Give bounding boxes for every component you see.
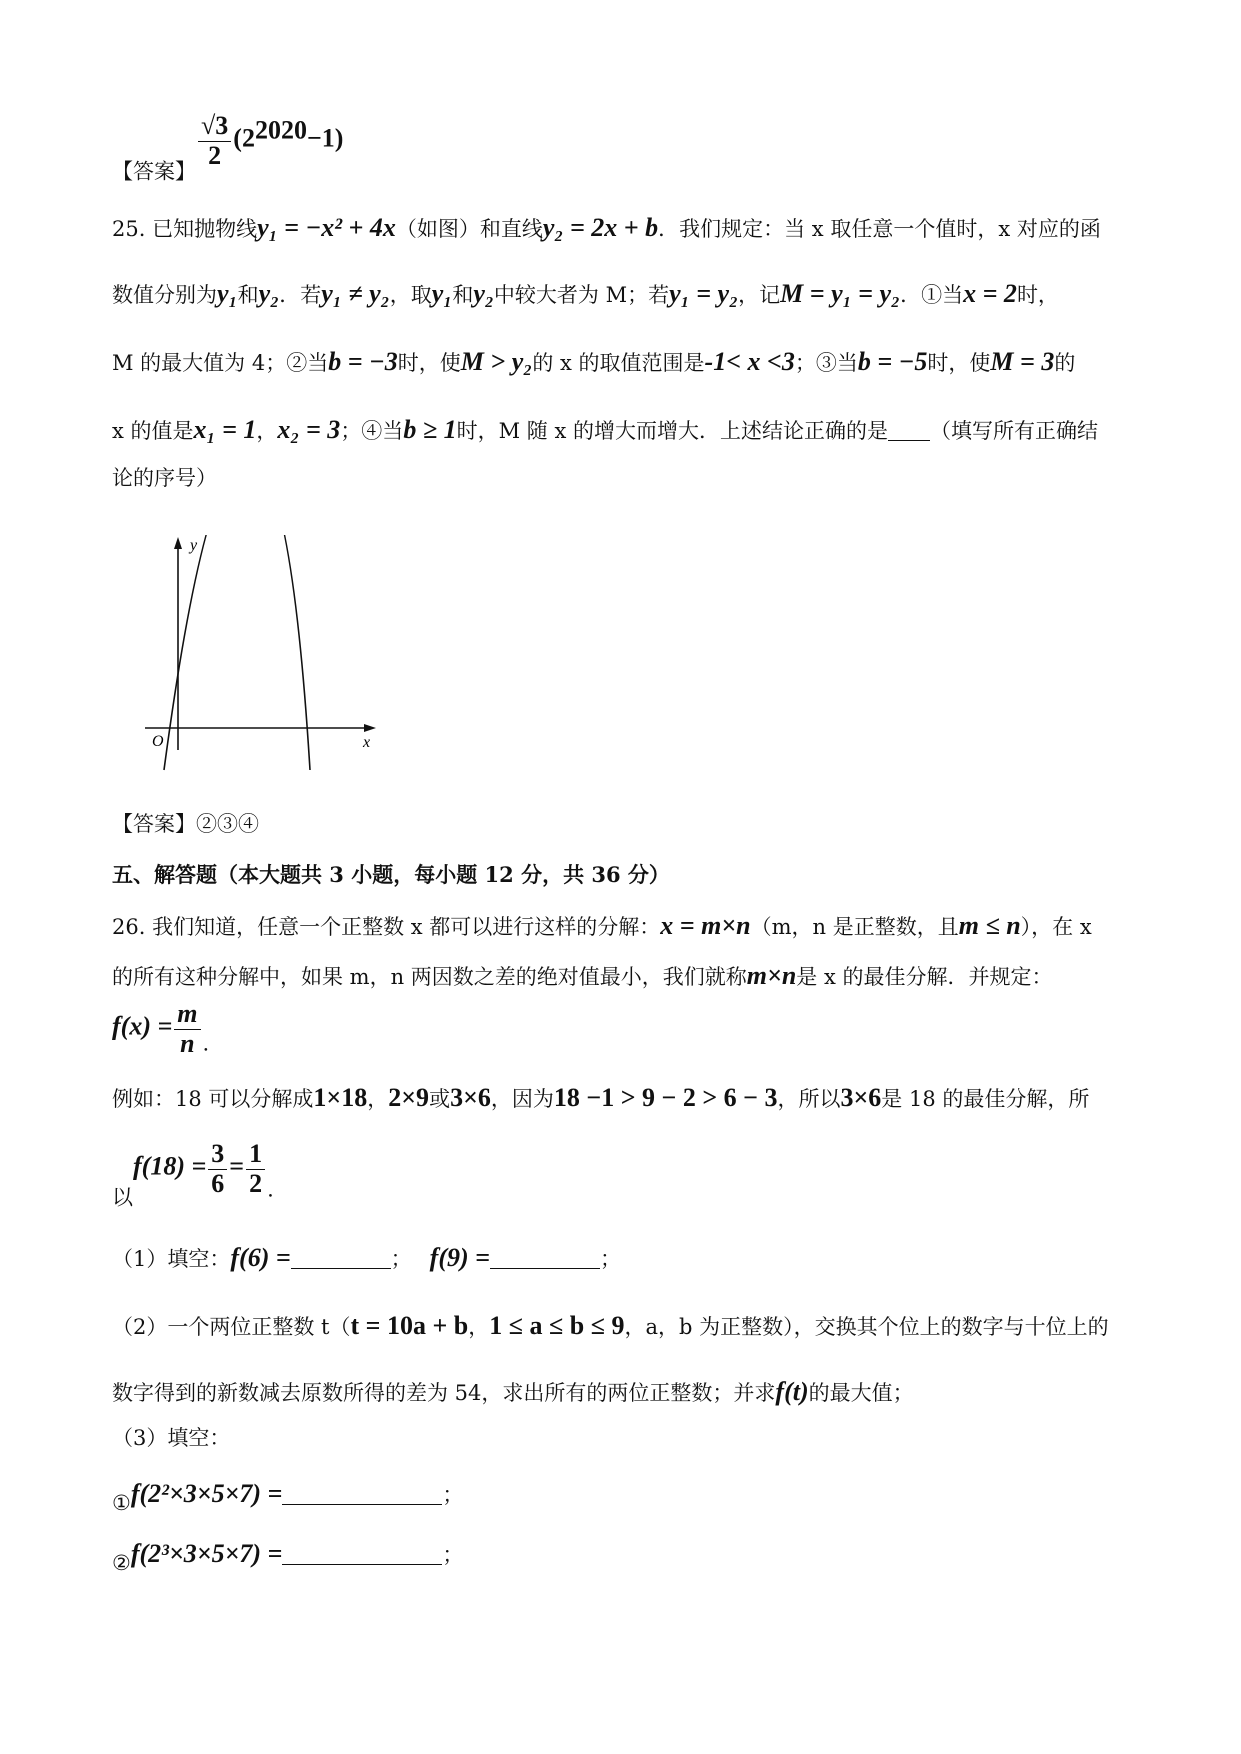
blank-3-1 [282,1503,442,1505]
y-axis-label: y [190,537,198,554]
parabola-graph [140,535,390,775]
blank-f6 [291,1267,391,1269]
q25-line-1: 25. 已知抛物线y₁ = −x² + 4x（如图）和直线y₂ = 2x + b．我们规定：当 x 取任意一个值时，x 对应的函 [112,213,1101,242]
q26-line-1: 26. 我们知道，任意一个正整数 x 都可以进行这样的分解：x = m×n（m，n 是正整数，且m ≤ n），在 x [112,911,1092,940]
q25-line-2: 数值分别为y₁和y₂．若y₁ ≠ y₂，取y₁和y₂中较大者为 M；若y₁ = y₂，记M = y₁ = y₂．①当x = 2时， [112,279,1059,308]
q26-part-1: （1）填空：f(6) = ； f(9) = ； [112,1243,621,1272]
blank-f9 [490,1267,600,1269]
x-axis-label: x [363,734,371,751]
q26-part-3-1: ①f(2²×3×5×7) = ； [112,1479,464,1515]
q25-line-3: M 的最大值为 4；②当b = −3时，使M > y₂的 x 的取值范围是-1< x <3；③当b = −5时，使M = 3的 [112,347,1076,376]
answer-25: 【答案】②③④ [112,812,259,836]
answer-24: 【答案】 $\frac{√3}{2}$ $(2^{2020}-1)$ [112,111,344,184]
q26-definition: f(x) = $\frac{m}{n}$ . [112,999,210,1058]
parabola-curve [164,535,310,770]
answer-fraction: $\frac{√3}{2}$ [198,112,231,170]
answer-blank [888,439,930,441]
section-heading: 五、解答题（本大题共 3 小题，每小题 12 分，共 36 分） [112,862,670,887]
q26-example-result: 以f(18) = $\frac{3}{6}$ = $\frac{1}{2}$ . [112,1139,274,1210]
origin-label: O [152,733,164,750]
y-axis-arrow [174,537,182,549]
answer-label: 【答案】 [112,159,196,184]
q26-example: 例如：18 可以分解成1×18，2×9或3×6，因为18 −1 > 9 − 2 > 6 − 3，所以3×6是 18 的最佳分解，所 [112,1083,1090,1112]
q26-part-2-line-1: （2）一个两位正整数 t（t = 10a + b，1 ≤ a ≤ b ≤ 9，a，b 为正整数），交换其个位上的数字与十位上的 [112,1311,1109,1340]
q25-line-5: 论的序号） [112,466,217,490]
blank-3-2 [282,1563,442,1565]
q25-line-4: x 的值是x₁ = 1，x₂ = 3；④当b ≥ 1时，M 随 x 的增大而增大．上述结论正确的是 （填写所有正确结 [112,415,1098,444]
q26-part-3-2: ②f(2³×3×5×7) = ； [112,1539,464,1575]
q26-part-2-line-2: 数字得到的新数减去原数所得的差为 54，求出所有的两位正整数；并求f(t)的最大值； [112,1377,914,1406]
q26-part-3: （3）填空： [112,1426,231,1450]
q26-line-2: 的所有这种分解中，如果 m，n 两因数之差的绝对值最小，我们就称m×n是 x 的最佳分解．并规定： [112,961,1053,990]
x-axis-arrow [364,724,376,732]
